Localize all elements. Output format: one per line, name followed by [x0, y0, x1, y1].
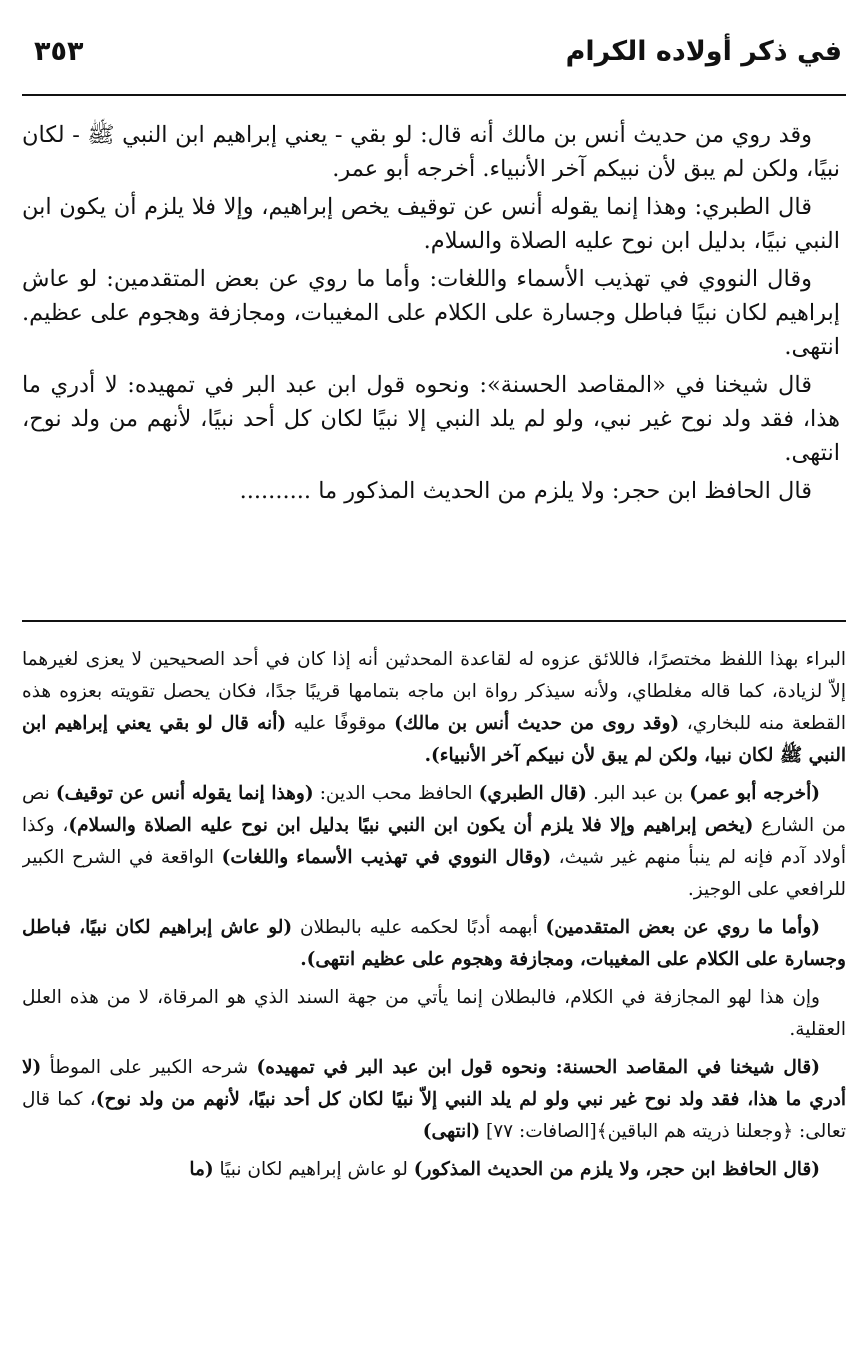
running-title: في ذكر أولاده الكرام	[565, 36, 842, 67]
commentary-separator	[22, 620, 846, 622]
bold-quote-span: (قال الحافظ ابن حجر، ولا يلزم من الحديث المذكور)	[413, 1159, 820, 1180]
bold-quote-span: (وأما ما روي عن بعض المتقدمين)	[545, 917, 821, 938]
bold-quote-span: (أنه قال لو بقي يعني إبراهيم ابن النبي ﷺ لكان نبيا، ولكن لم يبق لأن نبيكم آخر الأنبياء).	[22, 713, 846, 766]
commentary-span: ، كما قال تعالى: ﴿وجعلنا ذريته هم الباقين﴾[الصافات: ٧٧]	[22, 1089, 846, 1142]
main-paragraph: وقال النووي في تهذيب الأسماء واللغات: وأما ما روي عن بعض المتقدمين: لو عاش إبراهيم لكان نبيًا فباطل وجسارة على الكلام على المغيبات، ومجازفة وهجوم على عظيم. انتهى.	[22, 266, 840, 360]
commentary-span: موقوفًا عليه	[286, 713, 395, 734]
commentary-span: نص من الشارع	[22, 783, 846, 836]
header-rule	[22, 94, 846, 96]
bold-quote-span: (انتهى)	[422, 1121, 481, 1142]
bold-quote-span: (قال شيخنا في المقاصد الحسنة: ونحوه قول ابن عبد البر في تمهيده)	[256, 1057, 820, 1078]
commentary-text	[22, 644, 846, 1349]
commentary-paragraph	[22, 912, 846, 976]
commentary-paragraph	[22, 778, 846, 906]
commentary-span: ، وكذا أولاد آدم فإنه لم ينبأ منهم غير شيث،	[22, 815, 846, 868]
bold-quote-span: (قال الطبري)	[478, 783, 587, 804]
commentary-span: وإن هذا لهو المجازفة في الكلام، فالبطلان إنما يأتي من جهة السند الذي هو المرقاة، لا من هذه العلل العقلية.	[22, 987, 846, 1040]
commentary-paragraph	[22, 1154, 846, 1186]
commentary-span: شرحه الكبير على الموطأ	[41, 1057, 257, 1078]
bold-quote-span: (لا أدري ما هذا، فقد ولد نوح غير نبي ولو لم يلد النبي إلاّ نبيًا لكان كل أحد نبيًا، لأنهم من ولد نوح)	[22, 1057, 846, 1110]
bold-quote-span: (يخص إبراهيم وإلا فلا يلزم أن يكون ابن النبي نبيًا بدليل ابن نوح عليه الصلاة والسلام)	[68, 815, 754, 836]
commentary-span: الحافظ محب الدين:	[313, 783, 479, 804]
main-text	[22, 118, 840, 608]
bold-quote-span: (وهذا إنما يقوله أنس عن توقيف)	[55, 783, 314, 804]
commentary-paragraph	[22, 982, 846, 1046]
main-paragraph: قال الطبري: وهذا إنما يقوله أنس عن توقيف يخص إبراهيم، وإلا فلا يلزم أن يكون ابن النبي نبيًا، بدليل ابن نوح عليه الصلاة والسلام.	[22, 194, 840, 254]
bold-quote-span: (وقال النووي في تهذيب الأسماء واللغات)	[221, 847, 552, 868]
bold-quote-span: (لو عاش إبراهيم لكان نبيًا، فباطل وجسارة على الكلام على المغيبات، ومجازفة وهجوم على عظيم انتهى).	[22, 917, 846, 970]
commentary-span: البراء بهذا اللفظ مختصرًا، فاللائق عزوه له لقاعدة المحدثين أنه إذا كان في أحد الصحيحين لا يعزى لغيرهما إلاّ لزيادة، كما قاله مغلطاي، ولأنه سيذكر رواة ابن ماجه بتمامها قريبًا جدًا، فكان يحصل تقويته بعزوه هذه القطعة منه للبخاري،	[22, 649, 846, 734]
main-paragraph: وقد روي من حديث أنس بن مالك أنه قال: لو بقي - يعني إبراهيم ابن النبي ﷺ - لكان نبيًا، ولكن لم يبق لأن نبيكم آخر الأنبياء. أخرجه أبو عمر.	[22, 122, 840, 182]
commentary-span: الواقعة في الشرح الكبير للرافعي على الوجيز.	[22, 847, 846, 900]
page-header	[22, 30, 846, 86]
commentary-span: أبهمه أدبًا لحكمه عليه بالبطلان	[292, 917, 546, 938]
commentary-span: لو عاش إبراهيم لكان نبيًا	[213, 1159, 414, 1180]
commentary-paragraph	[22, 1052, 846, 1148]
main-paragraph: قال الحافظ ابن حجر: ولا يلزم من الحديث المذكور ما ..........	[239, 478, 812, 504]
commentary-span: بن عبد البر.	[586, 783, 690, 804]
commentary-paragraph	[22, 644, 846, 772]
main-paragraph: قال شيخنا في «المقاصد الحسنة»: ونحوه قول ابن عبد البر في تمهيده: لا أدري ما هذا، فقد ولد نوح غير نبي، ولو لم يلد النبي إلا نبيًا لكان كل أحد نبيًا، لأنهم من ولد نوح، انتهى.	[22, 372, 840, 466]
page-number: ٣٥٣	[34, 36, 84, 67]
bold-quote-span: (ما	[189, 1159, 214, 1180]
bold-quote-span: (أخرجه أبو عمر)	[689, 783, 820, 804]
bold-quote-span: (وقد روى من حديث أنس بن مالك)	[394, 713, 680, 734]
